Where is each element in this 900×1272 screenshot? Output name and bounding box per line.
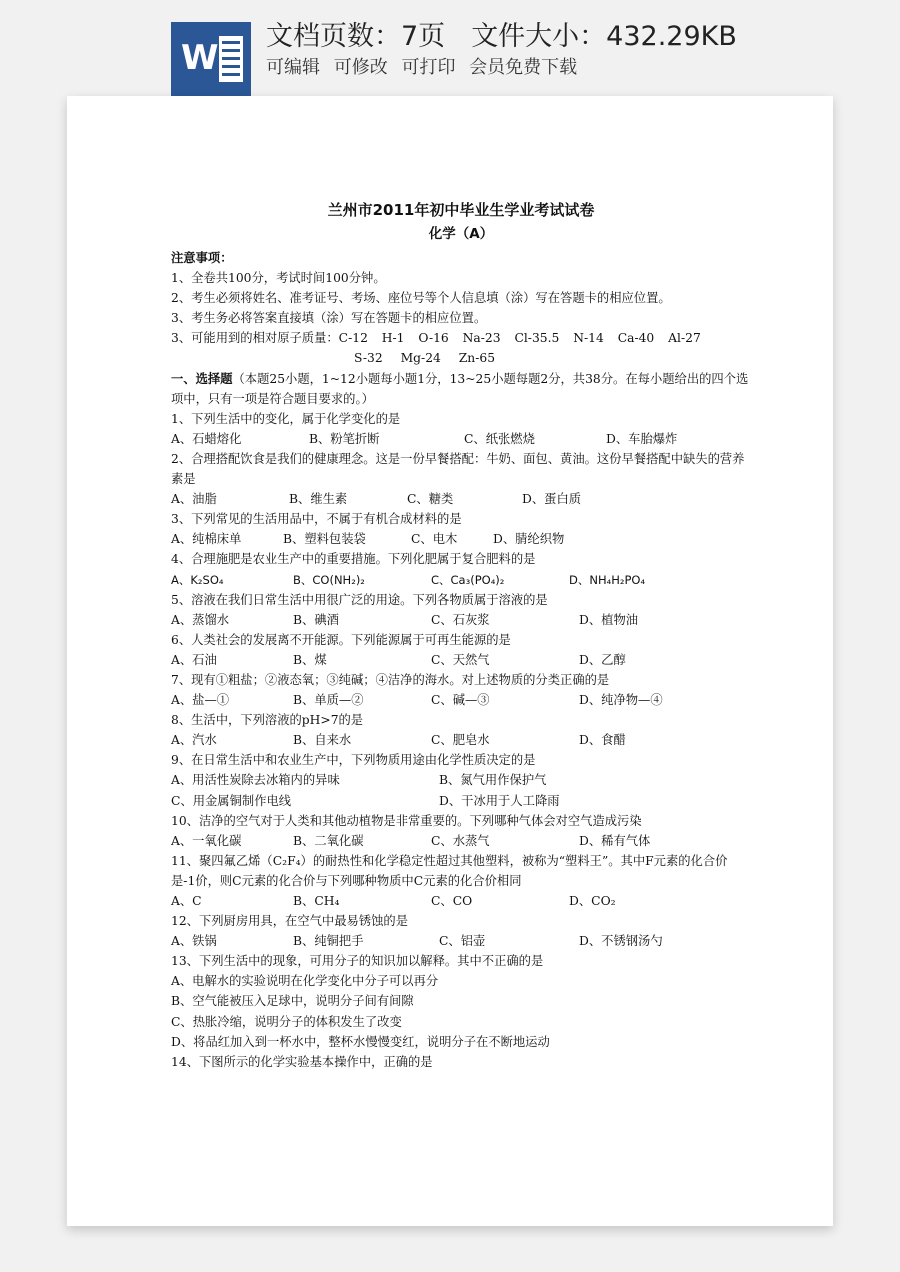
q12-options: [171, 931, 751, 951]
q12-opt-d: D、不锈钢汤勺: [579, 934, 663, 949]
notice-5: S-32 Mg-24 Zn-65: [354, 351, 496, 366]
q2-stem: 2、合理搭配饮食是我们的健康理念。这是一份早餐搭配：牛奶、面包、黄油。这份早餐搭配中缺失的营养素是: [171, 451, 745, 487]
q13-opt-b: B、空气能被压入足球中，说明分子间有间隙: [171, 994, 414, 1009]
q7-options: [171, 690, 751, 710]
q2-opt-a: A、油脂: [171, 492, 217, 507]
q5-opt-a: A、蒸馏水: [171, 612, 230, 627]
q10-opt-a: A、一氧化碳: [171, 833, 242, 848]
q9-opt-a: A、用活性炭除去冰箱内的异味: [171, 773, 340, 788]
q10-opt-d: D、稀有气体: [579, 833, 651, 848]
q14-stem: 14、下图所示的化学实验基本操作中，正确的是: [171, 1054, 433, 1069]
file-size: 文件大小：432.29KB: [471, 21, 737, 52]
q8-stem: 8、生活中，下列溶液的pH>7的是: [171, 713, 364, 728]
word-doc-icon: W: [171, 22, 251, 96]
q3-stem: 3、下列常见的生活用品中，不属于有机合成材料的是: [171, 512, 462, 527]
q11-opt-a: A、C: [171, 894, 202, 908]
q4-options: [171, 570, 751, 590]
q9-options-ab: [171, 770, 751, 790]
q5-opt-b: B、碘酒: [293, 612, 339, 627]
q7-opt-b: B、单质—②: [293, 693, 364, 708]
q6-opt-a: A、石油: [171, 652, 217, 667]
q2-options: [171, 489, 751, 509]
q1-opt-b: B、粉笔折断: [309, 431, 380, 446]
feature-list: 可编辑 可修改 可打印 会员免费下载: [266, 57, 578, 78]
q3-opt-a: A、纯棉床单: [171, 532, 242, 547]
q13-opt-a: A、电解水的实验说明在化学变化中分子可以再分: [171, 974, 439, 989]
q1-options: [171, 429, 751, 449]
q4-opt-d: D、NH₄H₂PO₄: [569, 572, 646, 587]
notice-2: 2、考生必须将姓名、准考证号、考场、座位号等个人信息填（涂）写在答题卡的相应位置。: [171, 291, 671, 306]
q13-opt-d: D、将品红加入到一杯水中，整杯水慢慢变红，说明分子在不断地运动: [171, 1034, 550, 1049]
notice-3: 3、考生务必将答案直接填（涂）写在答题卡的相应位置。: [171, 311, 487, 326]
q12-opt-c: C、铝壶: [439, 934, 486, 949]
document-page: [67, 96, 833, 1226]
file-info: [266, 20, 737, 54]
q1-stem: 1、下列生活中的变化，属于化学变化的是: [171, 411, 401, 426]
q4-opt-c: C、Ca₃(PO₄)₂: [431, 572, 505, 587]
q12-stem: 12、下列厨房用具，在空气中最易锈蚀的是: [171, 914, 408, 929]
section-1-heading: 一、选择题: [171, 370, 233, 386]
q10-options: [171, 831, 751, 851]
q6-opt-c: C、天然气: [431, 652, 490, 667]
q4-stem: 4、合理施肥是农业生产中的重要措施。下列化肥属于复合肥料的是: [171, 552, 536, 567]
q7-opt-c: C、碱—③: [431, 693, 490, 708]
q5-opt-d: D、植物油: [579, 612, 639, 627]
q6-stem: 6、人类社会的发展离不开能源。下列能源属于可再生能源的是: [171, 632, 511, 647]
q7-stem: 7、现有①粗盐；②液态氧；③纯碱；④洁净的海水。对上述物质的分类正确的是: [171, 672, 610, 687]
q12-opt-b: B、纯铜把手: [293, 934, 364, 949]
exam-title: 兰州市2011年初中毕业生学业考试试卷: [327, 201, 595, 219]
q10-opt-b: B、二氧化碳: [293, 833, 364, 848]
q11-stem: 11、聚四氟乙烯（C₂F₄）的耐热性和化学稳定性超过其他塑料，被称为“塑料王”。其中F元素的化合价是-1价，则C元素的化合价与下列哪种物质中C元素的化合价相同: [171, 853, 728, 888]
q11-opt-c: C、CO: [431, 894, 473, 908]
q3-opt-d: D、腈纶织物: [493, 532, 565, 547]
q9-opt-b: B、氮气用作保护气: [439, 773, 547, 788]
q8-opt-a: A、汽水: [171, 733, 217, 748]
q9-opt-c: C、用金属铜制作电线: [171, 793, 292, 808]
q5-options: [171, 610, 751, 630]
q1-opt-a: A、石蜡熔化: [171, 431, 242, 446]
q10-opt-c: C、水蒸气: [431, 833, 490, 848]
section-1-desc: （本题25小题，1~12小题每小题1分，13~25小题每题2分，共38分。在每小题给出的四个选项中，只有一项是符合题目要求的。）: [171, 371, 749, 406]
q9-options-cd: [171, 791, 751, 811]
q1-opt-d: D、车胎爆炸: [606, 431, 678, 446]
q13-stem: 13、下列生活中的现象，可用分子的知识加以解释。其中不正确的是: [171, 954, 544, 969]
page-count: 文档页数：7页: [266, 21, 446, 52]
q9-opt-d: D、干冰用于人工降雨: [439, 793, 560, 808]
q2-opt-d: D、蛋白质: [522, 492, 582, 507]
q4-opt-b: B、CO(NH₂)₂: [293, 572, 365, 587]
q9-stem: 9、在日常生活中和农业生产中，下列物质用途由化学性质决定的是: [171, 753, 536, 768]
q8-options: [171, 730, 751, 750]
q6-options: [171, 650, 751, 670]
q4-opt-a: A、K₂SO₄: [171, 572, 224, 587]
q7-opt-a: A、盐—①: [171, 693, 230, 708]
q11-opt-d: D、CO₂: [569, 894, 616, 908]
q12-opt-a: A、铁锅: [171, 934, 217, 949]
q6-opt-d: D、乙醇: [579, 652, 626, 667]
exam-content: [171, 196, 751, 1072]
notice-1: 1、全卷共100分，考试时间100分钟。: [171, 271, 386, 286]
q8-opt-c: C、肥皂水: [431, 733, 490, 748]
q1-opt-c: C、纸张燃烧: [464, 431, 535, 446]
section-1-intro: [171, 369, 751, 409]
q2-opt-b: B、维生素: [289, 492, 348, 507]
q3-opt-c: C、电木: [411, 532, 458, 547]
q7-opt-d: D、纯净物—④: [579, 693, 663, 708]
q13-opt-c: C、热胀冷缩，说明分子的体积发生了改变: [171, 1014, 402, 1029]
q8-opt-b: B、自来水: [293, 733, 352, 748]
notice-4: 3、可能用到的相对原子质量：C-12 H-1 O-16 Na-23 Cl-35.5 N-14 Ca-40 Al-27: [171, 331, 701, 346]
q10-stem: 10、洁净的空气对于人类和其他动植物是非常重要的。下列哪种气体会对空气造成污染: [171, 813, 642, 828]
exam-subtitle: 化学（A）: [428, 226, 494, 242]
q5-stem: 5、溶液在我们日常生活中用很广泛的用途。下列各物质属于溶液的是: [171, 592, 548, 607]
q5-opt-c: C、石灰浆: [431, 612, 490, 627]
q2-opt-c: C、糖类: [407, 492, 454, 507]
q11-opt-b: B、CH₄: [293, 894, 340, 908]
q3-opt-b: B、塑料包装袋: [283, 532, 366, 547]
notice-heading: 注意事项：: [171, 250, 233, 265]
q6-opt-b: B、煤: [293, 652, 327, 667]
download-banner: [0, 0, 900, 96]
q3-options: [171, 529, 751, 549]
q11-options: [171, 891, 751, 911]
q8-opt-d: D、食醋: [579, 733, 626, 748]
